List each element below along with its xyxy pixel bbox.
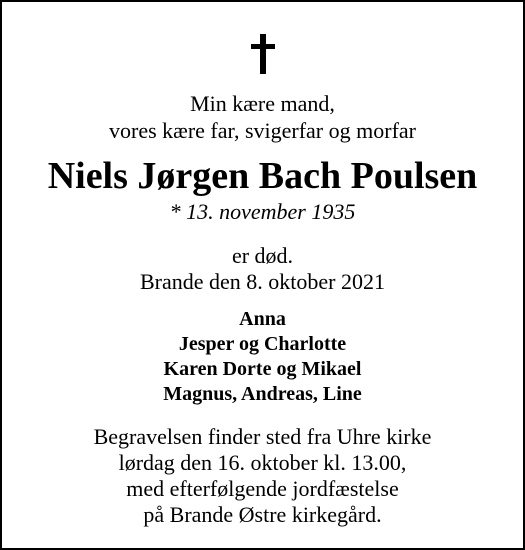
death-line-2: Brande den 8. oktober 2021 xyxy=(140,269,385,294)
family-line-4: Magnus, Andreas, Line xyxy=(163,383,362,405)
family-line-2: Jesper og Charlotte xyxy=(178,333,347,355)
funeral-line-3: med efterfølgende jordfæstelse xyxy=(126,476,399,501)
intro-line-2: vores kære far, svigerfar og morfar xyxy=(109,118,416,143)
funeral-line-4: på Brande Østre kirkegård. xyxy=(143,502,382,527)
family-line-1: Anna xyxy=(239,308,286,330)
funeral-line-2: lørdag den 16. oktober kl. 13.00, xyxy=(118,450,407,475)
intro-line-1: Min kære mand, xyxy=(190,91,335,116)
deceased-name: Niels Jørgen Bach Poulsen xyxy=(47,155,478,197)
funeral-line-1: Begravelsen finder sted fra Uhre kirke xyxy=(93,424,432,449)
family-line-3: Karen Dorte og Mikael xyxy=(163,358,362,380)
death-line-1: er død. xyxy=(231,243,294,268)
birth-date: * 13. november 1935 xyxy=(169,199,356,224)
cross-icon xyxy=(251,34,275,74)
